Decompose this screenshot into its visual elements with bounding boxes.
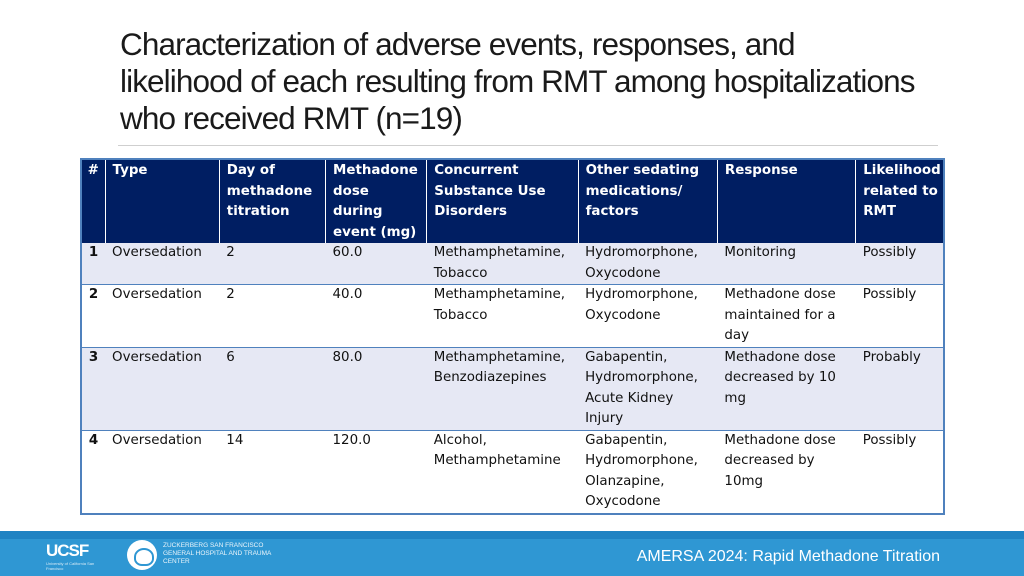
table-row xyxy=(81,347,944,430)
header-response: Response xyxy=(717,159,855,243)
ucsf-logo-mark: UCSF xyxy=(46,541,89,560)
header-number: # xyxy=(81,159,105,243)
cell-substance: Methamphetamine, Tobacco xyxy=(427,285,578,348)
cell-number: 1 xyxy=(81,243,105,285)
ucsf-logo-subtitle: University of California San Francisco xyxy=(46,561,95,571)
cell-day: 6 xyxy=(219,347,325,430)
cell-response: Methadone dose decreased by 10mg xyxy=(717,430,855,514)
cell-response: Monitoring xyxy=(717,243,855,285)
cell-likelihood: Possibly xyxy=(856,243,944,285)
cell-response: Methadone dose maintained for a day xyxy=(717,285,855,348)
cell-sedating: Gabapentin, Hydromorphone, Acute Kidney Injury xyxy=(578,347,717,430)
cell-day: 2 xyxy=(219,285,325,348)
footer-top-stripe xyxy=(0,531,1024,539)
cell-likelihood: Possibly xyxy=(856,285,944,348)
table-row xyxy=(81,243,944,285)
header-day: Day of methadone titration xyxy=(219,159,325,243)
cell-likelihood: Probably xyxy=(856,347,944,430)
header-dose: Methadone dose during event (mg) xyxy=(326,159,427,243)
cell-type: Oversedation xyxy=(105,243,219,285)
header-sedating: Other sedating medications/ factors xyxy=(578,159,717,243)
cell-sedating: Gabapentin, Hydromorphone, Olanzapine, Oxycodone xyxy=(578,430,717,514)
table-row xyxy=(81,430,944,514)
cell-type: Oversedation xyxy=(105,285,219,348)
cell-response: Methadone dose decreased by 10 mg xyxy=(717,347,855,430)
cell-dose: 80.0 xyxy=(326,347,427,430)
footer-bar xyxy=(0,531,1024,576)
cell-substance: Methamphetamine, Benzodiazepines xyxy=(427,347,578,430)
header-type: Type xyxy=(105,159,219,243)
cell-likelihood: Possibly xyxy=(856,430,944,514)
cell-day: 2 xyxy=(219,243,325,285)
header-likelihood: Likelihood related to RMT xyxy=(856,159,944,243)
cell-day: 14 xyxy=(219,430,325,514)
cell-sedating: Hydromorphone, Oxycodone xyxy=(578,243,717,285)
cell-number: 3 xyxy=(81,347,105,430)
cell-sedating: Hydromorphone, Oxycodone xyxy=(578,285,717,348)
zsfg-logo xyxy=(127,540,277,572)
table-row xyxy=(81,285,944,348)
title-divider xyxy=(118,145,938,146)
cell-substance: Methamphetamine, Tobacco xyxy=(427,243,578,285)
cell-dose: 120.0 xyxy=(326,430,427,514)
adverse-events-table xyxy=(80,158,945,515)
footer-caption: AMERSA 2024: Rapid Methadone Titration xyxy=(636,548,940,565)
ucsf-logo xyxy=(46,541,106,571)
cell-substance: Alcohol, Methamphetamine xyxy=(427,430,578,514)
slide-title: Characterization of adverse events, responses, and likelihood of each resulting from RMT among hospitalizations who received RMT (n=19) xyxy=(120,26,915,136)
cell-type: Oversedation xyxy=(105,347,219,430)
cell-dose: 40.0 xyxy=(326,285,427,348)
table-header-row xyxy=(81,159,944,243)
cell-dose: 60.0 xyxy=(326,243,427,285)
cell-number: 2 xyxy=(81,285,105,348)
cell-number: 4 xyxy=(81,430,105,514)
zsfg-logo-text: ZUCKERBERG SAN FRANCISCO GENERAL HOSPITAL AND TRAUMA CENTER xyxy=(163,542,271,565)
zsfg-logo-icon xyxy=(127,540,157,570)
header-substance: Concurrent Substance Use Disorders xyxy=(427,159,578,243)
cell-type: Oversedation xyxy=(105,430,219,514)
